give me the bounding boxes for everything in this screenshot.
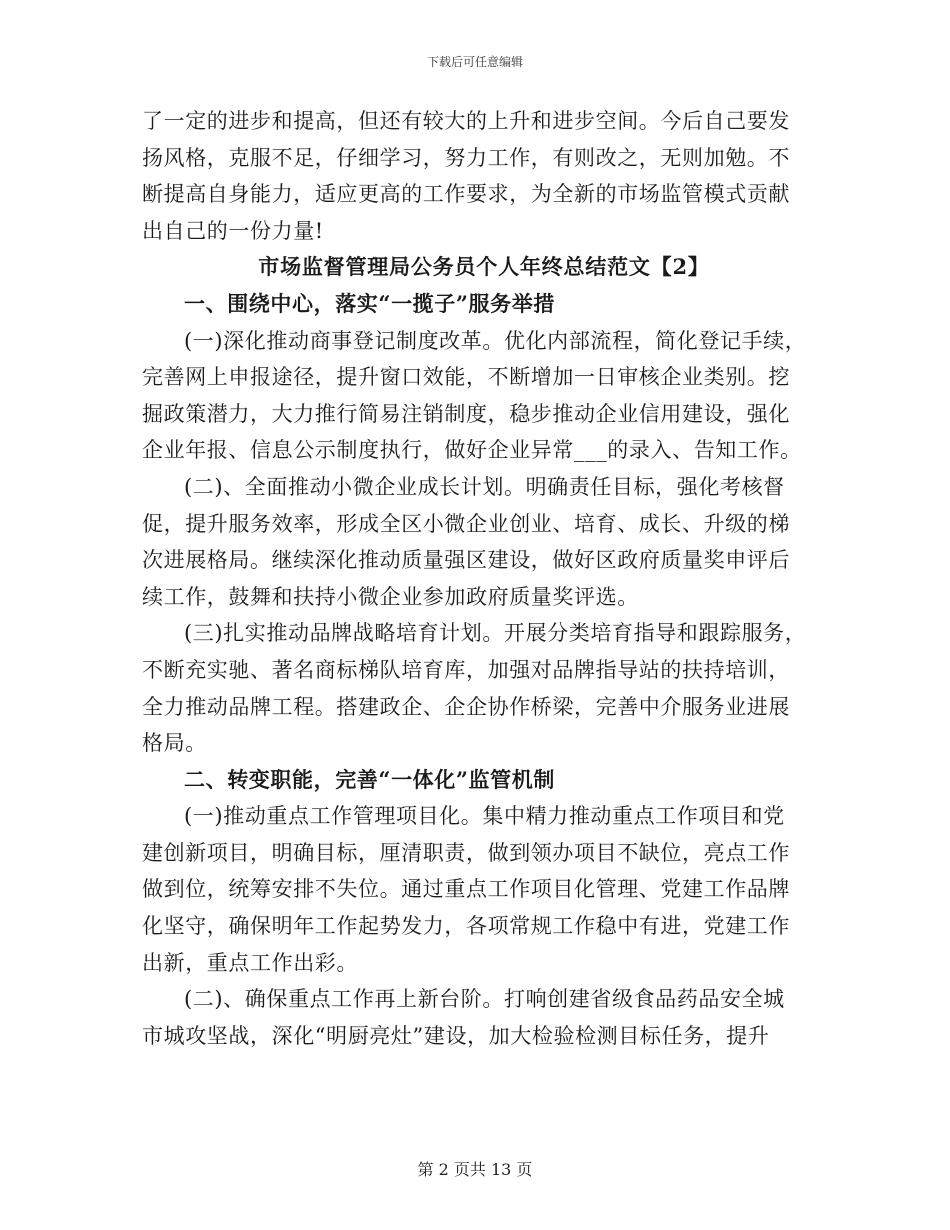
text-line: (二)、全面推动小微企业成长计划。明确责任目标，强化考核督 [184, 474, 785, 499]
text-line: 次进展格局。继续深化推动质量强区建设，做好区政府质量奖申评后 [142, 548, 790, 573]
text-line: 了一定的进步和提高，但还有较大的上升和进步空间。今后自己要发 [142, 109, 790, 133]
text-line: 掘政策潜力，大力推行简易注销制度，稳步推动企业信用建设，强化 [142, 401, 790, 426]
text-line: 出自己的一份力量! [142, 218, 324, 243]
text-line: 不断充实驰、著名商标梯队培育库，加强对品牌指导站的扶持培训， [142, 657, 790, 682]
text-line: (一)推动重点工作管理项目化。集中精力推动重点工作项目和党 [184, 804, 785, 829]
text-line: 全力推动品牌工程。搭建政企、企企协作桥梁，完善中介服务业进展 [142, 694, 790, 719]
page-header: 下载后可任意编辑 [426, 55, 523, 69]
text-line: 续工作，鼓舞和扶持小微企业参加政府质量奖评选。 [142, 584, 639, 609]
section-heading: 一、围绕中心，落实“一揽子”服务举措 [184, 290, 555, 316]
text-line: 格局。 [142, 731, 207, 756]
text-line: (一)深化推动商事登记制度改革。优化内部流程，简化登记手续， [184, 328, 807, 353]
text-line: 化坚守，确保明年工作起势发力，各项常规工作稳中有进，党建工作 [142, 914, 790, 939]
text-line: 做到位，统筹安排不失位。通过重点工作项目化管理、党建工作品牌 [142, 877, 790, 902]
text-line: (三)扎实推动品牌战略培育计划。开展分类培育指导和跟踪服务， [184, 621, 807, 646]
text-line: 断提高自身能力，适应更高的工作要求，为全新的市场监管模式贡献 [142, 182, 790, 207]
text-line: 扬风格，克服不足，仔细学习，努力工作，有则改之，无则加勉。不 [142, 145, 790, 170]
text-line: 促，提升服务效率，形成全区小微企业创业、培育、成长、升级的梯 [142, 511, 790, 536]
text-line: 企业年报、信息公示制度执行，做好企业异常___的录入、告知工作。 [142, 438, 802, 463]
section-title: 市场监督管理局公务员个人年终总结范文【2】 [258, 254, 710, 280]
page-footer: 第 2 页共 13 页 [417, 1160, 533, 1179]
text-line: 市城攻坚战，深化“明厨亮灶”建设，加大检验检测目标任务，提升 [142, 1023, 770, 1048]
document-body [142, 103, 808, 1054]
section-heading: 二、转变职能，完善“一体化”监管机制 [184, 766, 555, 792]
text-line: 建创新项目，明确目标，厘清职责，做到领办项目不缺位，亮点工作 [142, 840, 790, 865]
text-line: 完善网上申报途径，提升窗口效能，不断增加一日审核企业类别。挖 [142, 365, 790, 390]
text-line: 出新，重点工作出彩。 [142, 950, 358, 975]
text-line: (二)、确保重点工作再上新台阶。打响创建省级食品药品安全城 [184, 987, 785, 1012]
